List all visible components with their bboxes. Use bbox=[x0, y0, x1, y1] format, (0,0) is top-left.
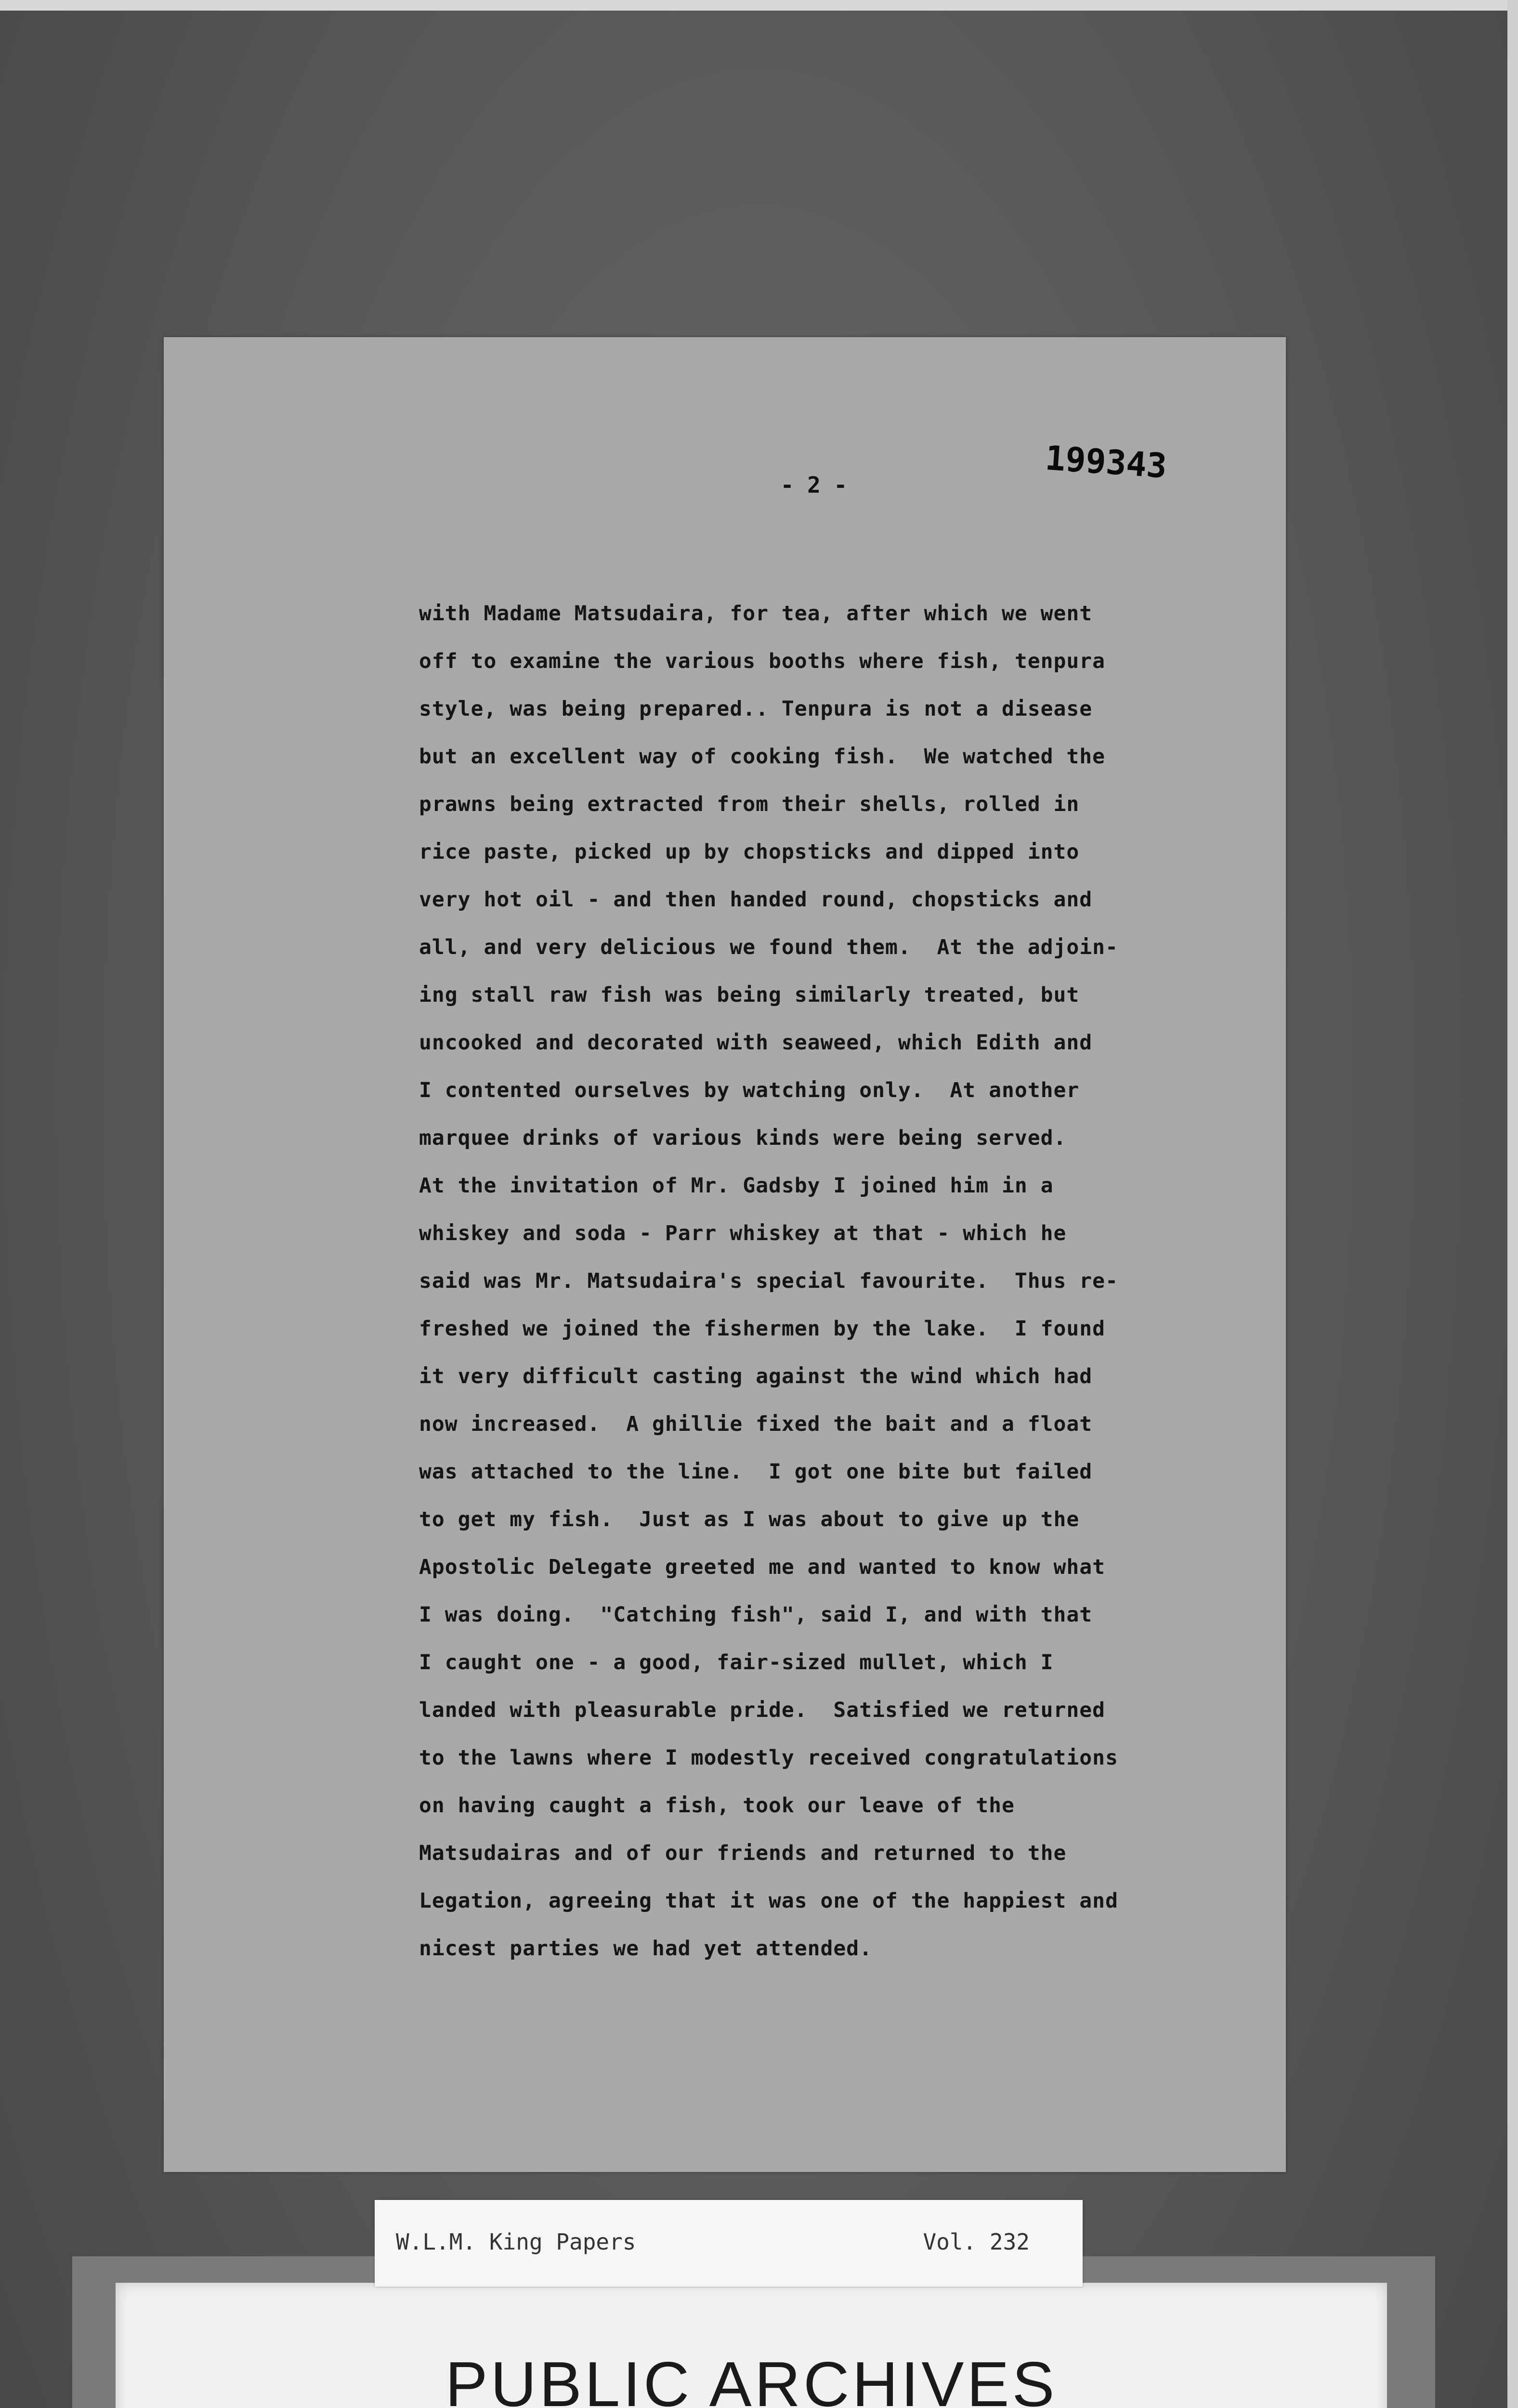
document-number-stamp: 199343 bbox=[1044, 438, 1168, 486]
text-line: I caught one - a good, fair-sized mullet, which I bbox=[419, 1650, 1054, 1675]
text-line: landed with pleasurable pride. Satisfied we returned bbox=[419, 1698, 1106, 1722]
text-line: ing stall raw fish was being similarly treated, but bbox=[419, 983, 1080, 1007]
text-line: but an excellent way of cooking fish. We watched the bbox=[419, 745, 1106, 769]
text-line: I contented ourselves by watching only. At another bbox=[419, 1078, 1080, 1102]
text-line: to the lawns where I modestly received congratulations bbox=[419, 1746, 1118, 1770]
text-line: was attached to the line. I got one bite but failed bbox=[419, 1460, 1093, 1484]
text-line: Matsudairas and of our friends and returned to the bbox=[419, 1841, 1067, 1865]
text-line: to get my fish. Just as I was about to give up the bbox=[419, 1507, 1080, 1531]
page-number: - 2 - bbox=[780, 472, 848, 498]
text-line: it very difficult casting against the wind which had bbox=[419, 1364, 1093, 1388]
text-line: nicest parties we had yet attended. bbox=[419, 1937, 873, 1961]
film-frame-edge-right bbox=[1507, 0, 1518, 2408]
volume-number: Vol. 232 bbox=[923, 2229, 1030, 2255]
text-line: said was Mr. Matsudaira's special favourite. Thus re- bbox=[419, 1269, 1118, 1293]
typed-letter-body bbox=[419, 590, 1199, 1973]
text-line: I was doing. "Catching fish", said I, and with that bbox=[419, 1603, 1093, 1627]
text-line: Apostolic Delegate greeted me and wanted to know what bbox=[419, 1555, 1106, 1579]
collection-label bbox=[375, 2200, 1083, 2287]
collection-name: W.L.M. King Papers bbox=[396, 2229, 636, 2255]
text-line: off to examine the various booths where fish, tenpura bbox=[419, 649, 1106, 673]
text-line: whiskey and soda - Parr whiskey at that - which he bbox=[419, 1221, 1067, 1245]
text-line: prawns being extracted from their shells, rolled in bbox=[419, 792, 1080, 816]
text-line: now increased. A ghillie fixed the bait and a float bbox=[419, 1412, 1093, 1436]
text-line: with Madame Matsudaira, for tea, after which we went bbox=[419, 602, 1093, 626]
text-line: style, was being prepared.. Tenpura is not a disease bbox=[419, 697, 1093, 721]
text-line: marquee drinks of various kinds were being served. bbox=[419, 1126, 1067, 1150]
film-frame-edge bbox=[0, 0, 1518, 11]
archive-title-english: PUBLIC ARCHIVES bbox=[445, 2349, 1058, 2408]
text-line: At the invitation of Mr. Gadsby I joined him in a bbox=[419, 1174, 1054, 1198]
text-line: freshed we joined the fishermen by the lake. I found bbox=[419, 1317, 1106, 1341]
text-line: rice paste, picked up by chopsticks and dipped into bbox=[419, 840, 1080, 864]
text-line: Legation, agreeing that it was one of the happiest and bbox=[419, 1889, 1118, 1913]
text-line: uncooked and decorated with seaweed, which Edith and bbox=[419, 1031, 1093, 1055]
text-line: all, and very delicious we found them. At the adjoin- bbox=[419, 935, 1118, 959]
archive-card bbox=[116, 2283, 1387, 2408]
text-line: on having caught a fish, took our leave of the bbox=[419, 1793, 1015, 1818]
text-line: very hot oil - and then handed round, chopsticks and bbox=[419, 888, 1093, 912]
